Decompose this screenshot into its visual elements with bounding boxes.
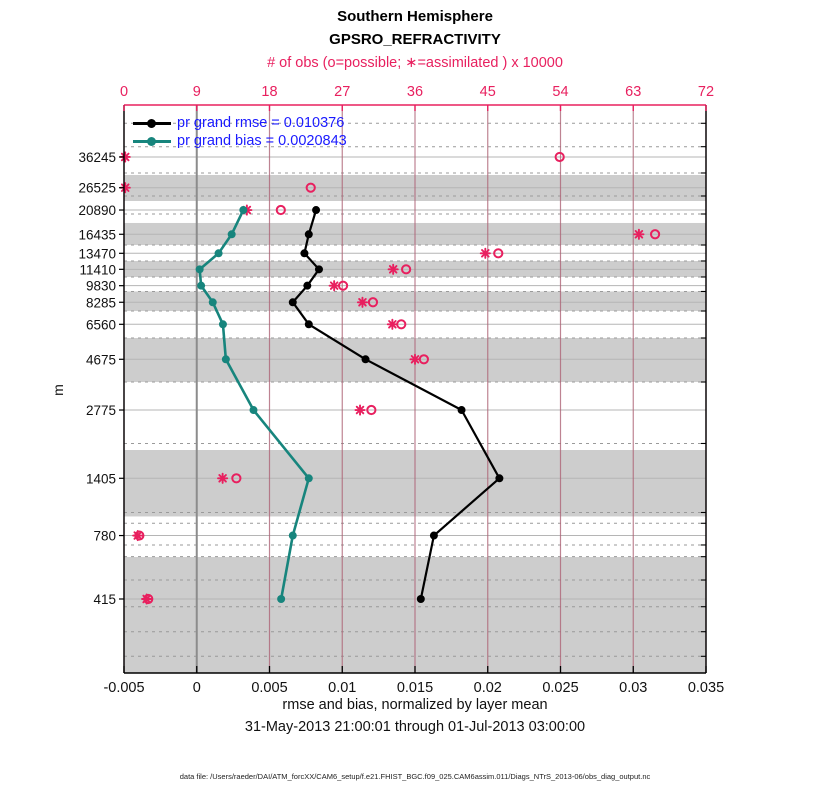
top-tick-label: 18 (261, 84, 278, 100)
pr-grand-rmse-point (417, 595, 425, 603)
pr-grand-bias-point (196, 265, 204, 273)
pr-grand-bias-point (215, 249, 223, 257)
top-tick-label: 36 (406, 84, 424, 100)
pr-grand-rmse-point (305, 320, 313, 328)
bottom-tick-label: 0.005 (251, 680, 288, 696)
x-axis-label: rmse and bias, normalized by layer mean (282, 697, 548, 713)
bottom-tick-label: 0.01 (328, 680, 357, 696)
chart-subtitle: GPSRO_REFRACTIVITY (329, 31, 501, 48)
pr-grand-rmse-point (458, 406, 466, 414)
pr-grand-bias-point (239, 206, 247, 214)
pr-grand-rmse-point (300, 249, 308, 257)
y-tick-label: 1405 (85, 471, 116, 487)
chart-title: Southern Hemisphere (337, 8, 493, 25)
bottom-tick-label: 0.02 (473, 680, 502, 696)
bottom-tick-label: 0.03 (619, 680, 648, 696)
pr-grand-bias-point (249, 406, 257, 414)
y-tick-label: 9830 (85, 278, 116, 294)
y-axis-label: m (49, 384, 66, 396)
bottom-tick-label: 0.015 (396, 680, 434, 696)
top-tick-label: 63 (625, 84, 642, 100)
pr-grand-rmse-point (303, 282, 311, 290)
y-tick-label: 16435 (78, 227, 116, 243)
legend-item (133, 114, 347, 132)
pr-grand-bias-point (228, 230, 236, 238)
pr-grand-rmse-point (289, 298, 297, 306)
bottom-tick-label: 0 (192, 680, 201, 696)
y-tick-label: 13470 (78, 246, 116, 262)
top-tick-label: 9 (192, 84, 201, 100)
legend-label: pr grand rmse = 0.010376 (177, 115, 345, 131)
pr-grand-bias-point (222, 355, 230, 363)
legend (133, 114, 347, 150)
y-tick-label: 2775 (85, 403, 116, 419)
y-tick-label: 11410 (79, 262, 116, 278)
top-tick-label: 45 (479, 84, 496, 100)
top-tick-label: 54 (552, 84, 569, 100)
pr-grand-rmse-point (430, 532, 438, 540)
y-tick-label: 4675 (85, 352, 116, 368)
legend-item (133, 132, 347, 150)
top-tick-label: 27 (334, 84, 351, 100)
pr-grand-bias-point (209, 298, 217, 306)
bottom-tick-label: -0.005 (103, 680, 145, 696)
y-tick-label: 20890 (78, 203, 116, 219)
top-axis-label: # of obs (o=possible; ∗=assimilated ) x 10000 (267, 55, 563, 71)
pr-grand-bias-point (197, 282, 205, 290)
legend-marker-sample (133, 118, 171, 128)
pr-grand-bias-point (277, 595, 285, 603)
bottom-tick-label: 0.035 (687, 680, 725, 696)
legend-marker-sample (133, 136, 171, 146)
y-tick-label: 8285 (85, 295, 116, 311)
legend-label: pr grand bias = 0.0020843 (177, 133, 347, 149)
top-tick-label: 0 (119, 84, 129, 100)
pr-grand-rmse-point (362, 355, 370, 363)
pr-grand-bias-point (219, 320, 227, 328)
y-tick-label: 415 (93, 591, 116, 607)
date-range-label: 31-May-2013 21:00:01 through 01-Jul-2013 03:00:00 (244, 719, 586, 735)
top-tick-label: 72 (697, 84, 715, 100)
y-tick-label: 36245 (78, 149, 116, 165)
pr-grand-bias-point (289, 532, 297, 540)
data-file-footer: data file: /Users/raeder/DAI/ATM_forcXX/CAM6_setup/f.e21.FHIST_BGC.f09_025.CAM6assim.011/Diags_NTrS_2013-06/obs_diag_output.nc (179, 772, 651, 781)
bottom-tick-label: 0.025 (542, 680, 579, 696)
pr-grand-rmse-point (305, 230, 313, 238)
pr-grand-rmse-point (315, 265, 323, 273)
y-tick-label: 6560 (85, 317, 116, 333)
pr-grand-rmse-point (312, 206, 320, 214)
y-tick-label: 26525 (78, 180, 116, 196)
y-tick-label: 780 (93, 528, 116, 544)
pr-grand-bias-point (305, 474, 313, 482)
pr-grand-rmse-point (495, 474, 503, 482)
